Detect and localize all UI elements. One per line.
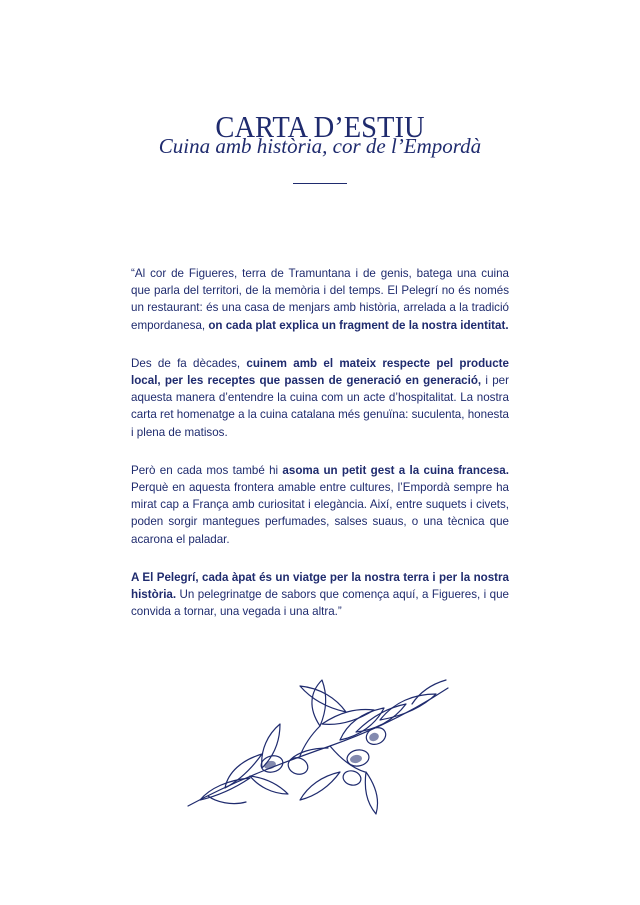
title-divider — [293, 183, 347, 184]
page-title: CARTA D’ESTIU — [215, 108, 425, 144]
intro-p3-text: Perquè en aquesta frontera amable entre cultures, l’Empordà sempre ha mirat cap a França amb curiositat i elegància. Així, entre suquets i civets, poden sorgir mantegues perfumades, salses suaus, o una tècnica que acarona el paladar. — [131, 481, 509, 546]
intro-text — [131, 265, 509, 641]
intro-p4-highlight: A El Pelegrí, cada àpat és un viatge per la nostra terra i per la nostra història. — [131, 570, 509, 602]
olive-branch-icon — [180, 668, 460, 818]
intro-p3-highlight: asoma un petit gest a la cuina francesa. — [282, 463, 509, 477]
intro-p2-text: i per aquesta manera d’entendre la cuina com un acte d’hospitalitat. La nostra carta ret homenatge a la cuina catalana més genuïna: suculenta, honesta i plena de matisos. — [131, 374, 509, 439]
intro-paragraph-1 — [131, 265, 509, 334]
intro-paragraph-3 — [131, 462, 509, 548]
intro-p1-text: “Al cor de Figueres, terra de Tramuntana i de genis, batega una cuina que parla del territori, de la memòria i del temps. El Pelegrí no és només un restaurant: és una casa de menjars amb història, arrelada a la tradició empordanesa, — [131, 267, 509, 332]
intro-p2-lead: Des de fa dècades, — [131, 356, 247, 370]
page-subtitle: Cuina amb història, cor de l’Empordà — [158, 134, 482, 158]
intro-paragraph-4 — [131, 569, 509, 621]
intro-p3-lead: Però en cada mos també hi — [131, 463, 283, 477]
intro-p2-highlight: cuinem amb el mateix respecte pel producte local, per les receptes que passen de generació en generació, — [131, 356, 509, 388]
intro-p1-highlight: on cada plat explica un fragment de la nostra identitat. — [208, 318, 509, 332]
intro-p4-text: Un pelegrinatge de sabors que comença aquí, a Figueres, i que convida a tornar, una vegada i una altra.” — [131, 588, 509, 619]
intro-paragraph-2 — [131, 355, 509, 441]
